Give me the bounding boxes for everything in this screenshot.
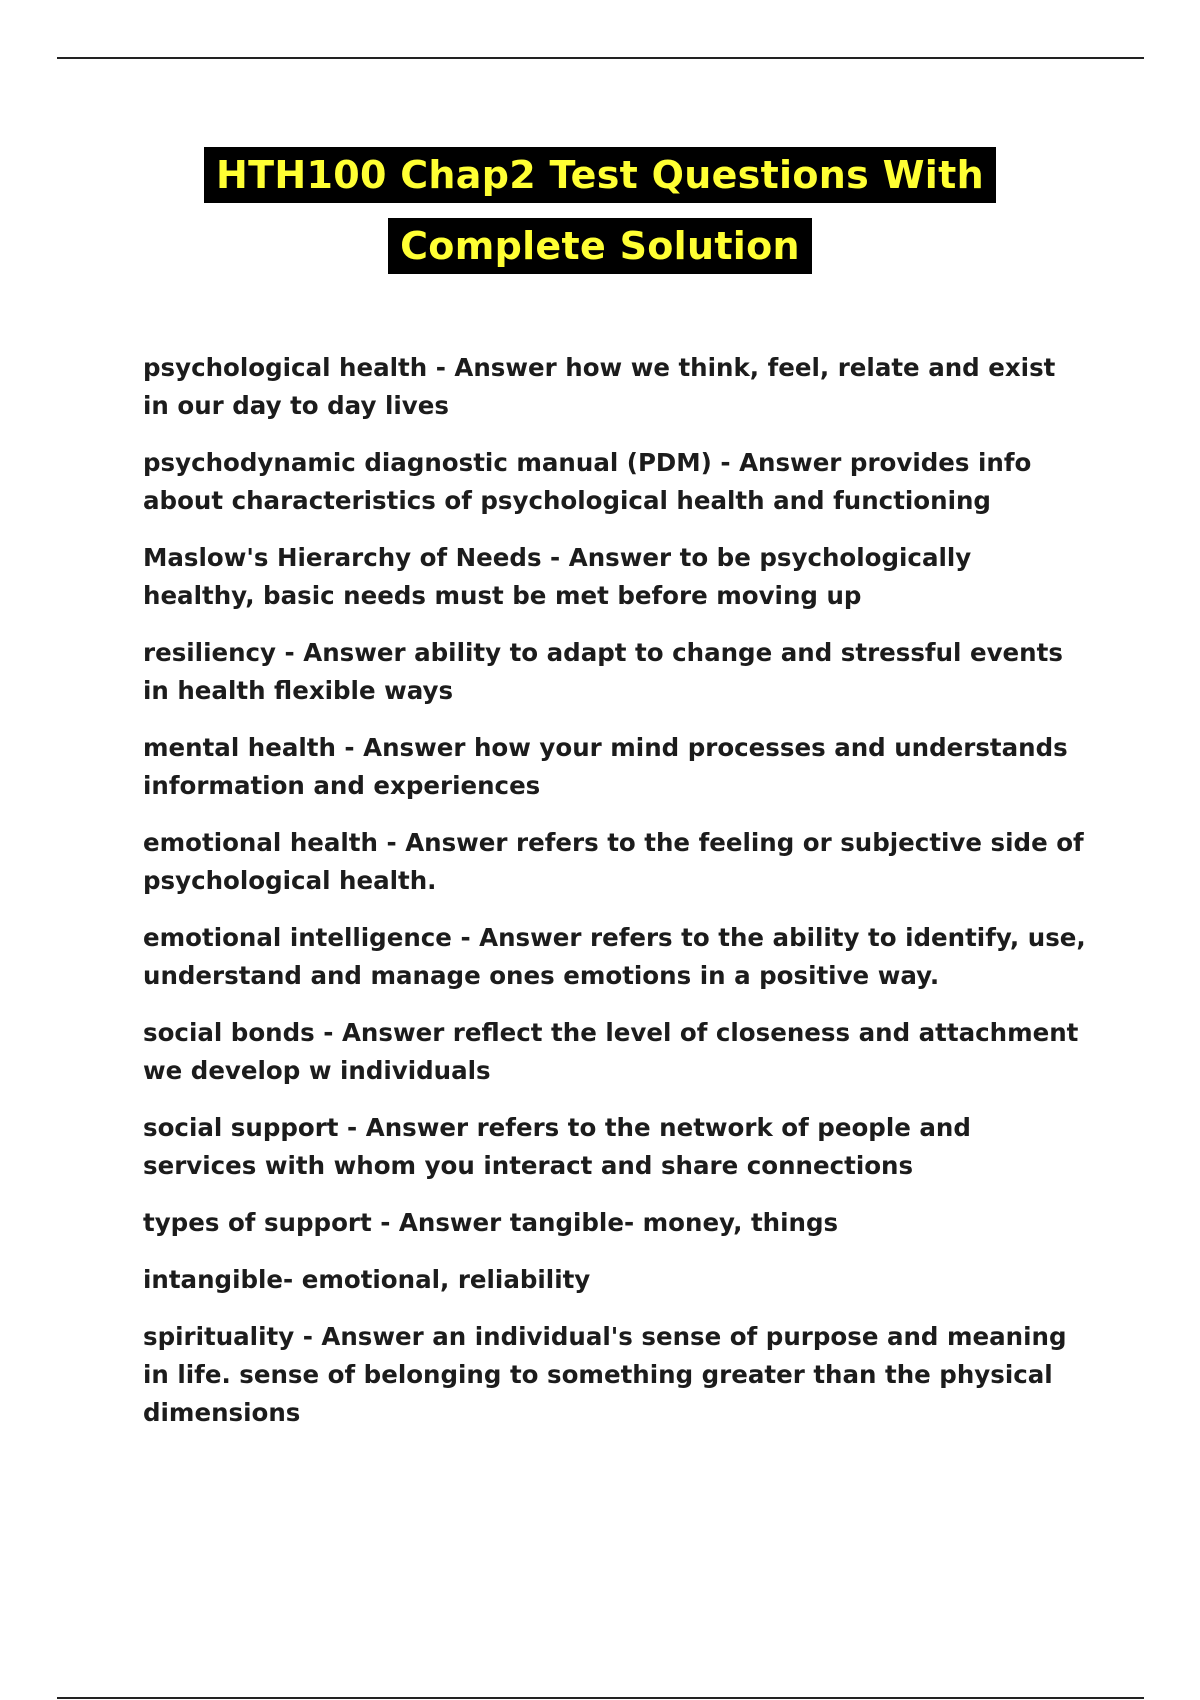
qa-entry: emotional intelligence - Answer refers to the ability to identify, use, understand and manage ones emotions in a positive way. [143, 923, 1086, 990]
qa-entry: intangible- emotional, reliability [143, 1265, 591, 1294]
qa-entry: Maslow's Hierarchy of Needs - Answer to be psychologically healthy, basic needs must be met before moving up [143, 543, 972, 610]
document-title [0, 142, 1200, 284]
top-rule [57, 57, 1144, 59]
qa-list [143, 349, 1088, 1451]
qa-entry: psychological health - Answer how we think, feel, relate and exist in our day to day lives [143, 353, 1056, 420]
qa-entry: mental health - Answer how your mind processes and understands information and experiences [143, 733, 1068, 800]
qa-entry: resiliency - Answer ability to adapt to change and stressful events in health flexible ways [143, 638, 1063, 705]
qa-entry: spirituality - Answer an individual's sense of purpose and meaning in life. sense of belonging to something greater than the physical dimensions [143, 1322, 1067, 1427]
qa-entry: psychodynamic diagnostic manual (PDM) - Answer provides info about characteristics of psychological health and functioning [143, 448, 1032, 515]
qa-entry: types of support - Answer tangible- money, things [143, 1208, 839, 1237]
qa-entry: social support - Answer refers to the network of people and services with whom you interact and share connections [143, 1113, 971, 1180]
title-line-1: HTH100 Chap2 Test Questions With [204, 147, 996, 203]
bottom-rule [57, 1697, 1144, 1699]
title-line-2: Complete Solution [388, 218, 812, 274]
qa-entry: emotional health - Answer refers to the feeling or subjective side of psychological health. [143, 828, 1084, 895]
qa-entry: social bonds - Answer reflect the level of closeness and attachment we develop w individuals [143, 1018, 1079, 1085]
